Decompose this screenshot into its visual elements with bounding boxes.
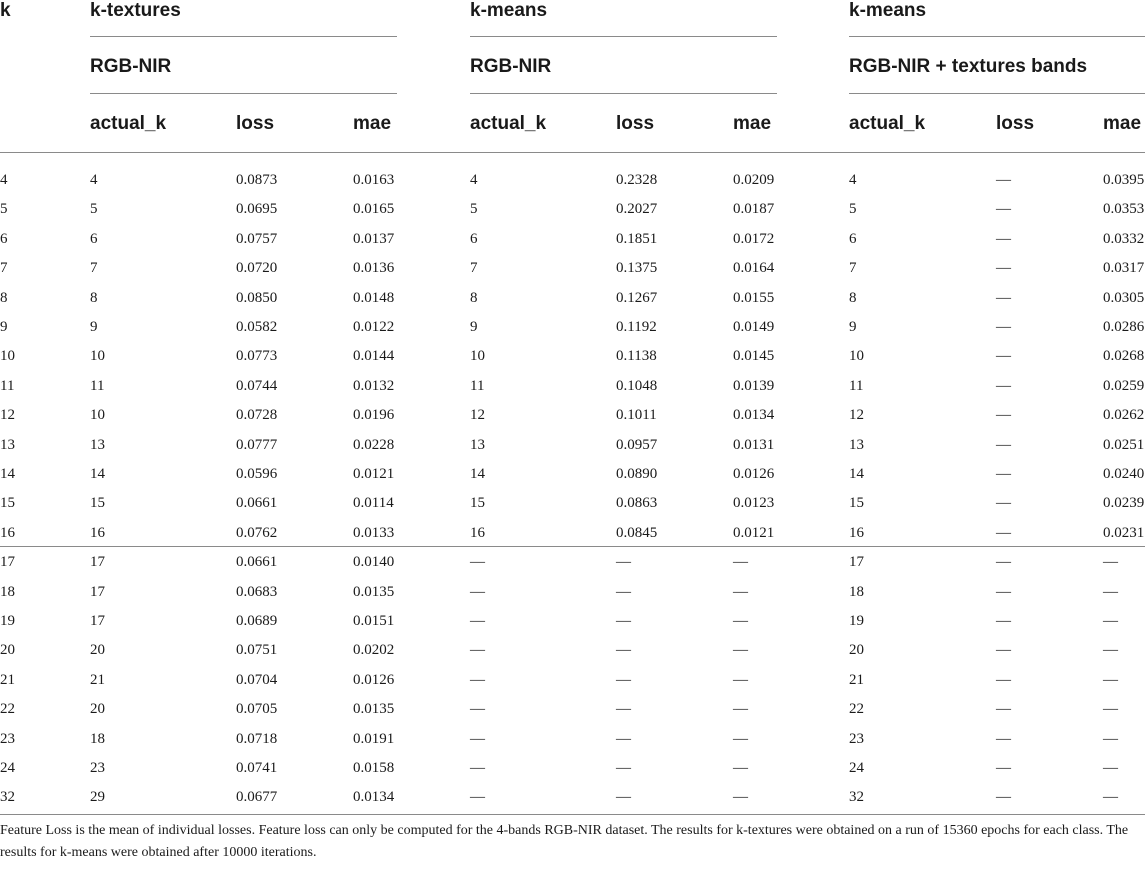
table-cell: 0.0845 <box>616 525 658 541</box>
table-cell: — <box>616 642 631 658</box>
row-k-value: 22 <box>0 701 15 717</box>
table-cell: 4 <box>90 172 98 188</box>
table-cell: 0.0762 <box>236 525 278 541</box>
table-cell: 32 <box>849 789 864 805</box>
row-k-value: 5 <box>0 201 8 217</box>
table-cell: 5 <box>849 201 857 217</box>
row-k-value: 17 <box>0 554 15 570</box>
table-cell: 10 <box>90 407 105 423</box>
table-cell: 0.0353 <box>1103 201 1145 217</box>
table-cell: 6 <box>470 231 478 247</box>
row-k-value: 6 <box>0 231 8 247</box>
table-cell: 0.0873 <box>236 172 278 188</box>
table-cell: 0.0661 <box>236 495 278 511</box>
table-cell: 0.0163 <box>353 172 395 188</box>
table-cell: — <box>996 672 1011 688</box>
column-header-loss: loss <box>996 113 1035 134</box>
table-cell: 0.0136 <box>353 260 395 276</box>
table-cell: — <box>470 760 485 776</box>
table-cell: 21 <box>849 672 864 688</box>
table-cell: 0.0131 <box>733 437 775 453</box>
table-cell: 0.0149 <box>733 319 775 335</box>
table-cell: 0.0744 <box>236 378 278 394</box>
table-cell: — <box>616 584 631 600</box>
table-cell: 0.0164 <box>733 260 775 276</box>
table-cell: 0.0121 <box>733 525 775 541</box>
table-cell: 0.1267 <box>616 290 658 306</box>
table-cell: — <box>470 642 485 658</box>
column-header-actual-k: actual_k <box>470 113 547 134</box>
table-cell: 0.0123 <box>733 495 775 511</box>
table-cell: 17 <box>90 584 105 600</box>
table-cell: — <box>1103 613 1118 629</box>
column-header-mae: mae <box>1103 113 1142 134</box>
table-cell: 19 <box>849 613 864 629</box>
table-cell: — <box>733 554 748 570</box>
table-cell: 0.0596 <box>236 466 278 482</box>
table-cell: 5 <box>90 201 98 217</box>
table-cell: 0.0240 <box>1103 466 1145 482</box>
table-cell: 0.0139 <box>733 378 775 394</box>
table-cell: 0.0890 <box>616 466 658 482</box>
table-cell: — <box>616 731 631 747</box>
table-cell: 0.0231 <box>1103 525 1145 541</box>
table-cell: 16 <box>849 525 864 541</box>
table-cell: 0.1851 <box>616 231 658 247</box>
table-cell: — <box>470 789 485 805</box>
table-cell: — <box>996 378 1011 394</box>
table-cell: 0.0582 <box>236 319 278 335</box>
table-cell: — <box>1103 760 1118 776</box>
table-cell: 0.0126 <box>733 466 775 482</box>
table-cell: 14 <box>470 466 485 482</box>
table-cell: 0.0135 <box>353 701 395 717</box>
table-cell: 29 <box>90 789 105 805</box>
column-header-actual-k: actual_k <box>90 113 167 134</box>
table-cell: 11 <box>470 378 485 394</box>
table-cell: — <box>733 731 748 747</box>
table-cell: 0.0268 <box>1103 348 1145 364</box>
table-cell: 23 <box>90 760 105 776</box>
table-cell: — <box>996 495 1011 511</box>
table-cell: — <box>996 319 1011 335</box>
table-cell: — <box>470 672 485 688</box>
table-cell: 7 <box>849 260 857 276</box>
table-cell: 0.0850 <box>236 290 278 306</box>
column-header-mae: mae <box>353 113 392 134</box>
table-cell: 13 <box>90 437 105 453</box>
table-cell: — <box>1103 554 1118 570</box>
table-cell: 13 <box>849 437 864 453</box>
table-cell: — <box>470 613 485 629</box>
table-cell: 0.0155 <box>733 290 775 306</box>
table-cell: — <box>996 525 1011 541</box>
table-cell: 9 <box>470 319 478 335</box>
table-cell: 0.0863 <box>616 495 658 511</box>
table-cell: 0.0332 <box>1103 231 1145 247</box>
table-cell: 4 <box>470 172 478 188</box>
table-cell: — <box>996 437 1011 453</box>
table-cell: 0.0957 <box>616 437 658 453</box>
table-cell: — <box>996 642 1011 658</box>
table-cell: 0.0187 <box>733 201 775 217</box>
table-cell: 0.0317 <box>1103 260 1145 276</box>
table-cell: 0.1192 <box>616 319 657 335</box>
table-cell: 0.0196 <box>353 407 395 423</box>
table-cell: 24 <box>849 760 864 776</box>
table-cell: — <box>1103 672 1118 688</box>
table-bottom-rule <box>0 814 1145 815</box>
table-cell: 12 <box>470 407 485 423</box>
row-k-value: 8 <box>0 290 8 306</box>
table-cell: 0.0191 <box>353 731 395 747</box>
row-k-value: 9 <box>0 319 8 335</box>
table-cell: 12 <box>849 407 864 423</box>
table-cell: 0.0683 <box>236 584 278 600</box>
table-cell: — <box>733 642 748 658</box>
table-cell: 0.2027 <box>616 201 658 217</box>
group-subtitle-2: RGB-NIR <box>470 56 552 77</box>
table-cell: 0.0126 <box>353 672 395 688</box>
table-cell: — <box>733 613 748 629</box>
table-cell: — <box>1103 731 1118 747</box>
table-cell: 0.0228 <box>353 437 395 453</box>
table-cell: — <box>733 584 748 600</box>
table-cell: — <box>996 231 1011 247</box>
header-bottom-rule <box>0 152 1145 153</box>
table-cell: 0.0135 <box>353 584 395 600</box>
table-cell: 0.1011 <box>616 407 657 423</box>
table-cell: 0.0151 <box>353 613 395 629</box>
table-cell: — <box>996 760 1011 776</box>
table-cell: 0.0137 <box>353 231 395 247</box>
table-cell: 21 <box>90 672 105 688</box>
table-cell: — <box>1103 642 1118 658</box>
table-cell: 0.0202 <box>353 642 395 658</box>
row-k-value: 19 <box>0 613 15 629</box>
table-cell: 15 <box>849 495 864 511</box>
table-cell: 17 <box>90 554 105 570</box>
group-rule-3 <box>849 36 1145 37</box>
table-cell: 10 <box>90 348 105 364</box>
table-cell: — <box>616 789 631 805</box>
table-cell: 13 <box>470 437 485 453</box>
table-cell: — <box>733 701 748 717</box>
table-cell: 0.1375 <box>616 260 658 276</box>
table-cell: 0.0262 <box>1103 407 1145 423</box>
table-cell: — <box>996 407 1011 423</box>
table-cell: 20 <box>90 642 105 658</box>
group-subtitle-3: RGB-NIR + textures bands <box>849 56 1088 77</box>
column-header-mae: mae <box>733 113 772 134</box>
table-cell: 14 <box>90 466 105 482</box>
table-cell: — <box>996 789 1011 805</box>
table-cell: — <box>733 672 748 688</box>
table-cell: 17 <box>90 613 105 629</box>
table-cell: 0.0677 <box>236 789 278 805</box>
table-cell: 7 <box>90 260 98 276</box>
table-cell: — <box>996 731 1011 747</box>
subtitle-rule-2 <box>470 93 777 94</box>
table-cell: 0.0728 <box>236 407 278 423</box>
table-cell: 8 <box>470 290 478 306</box>
table-cell: 10 <box>849 348 864 364</box>
table-cell: 0.0395 <box>1103 172 1145 188</box>
table-cell: 0.0172 <box>733 231 775 247</box>
group-subtitle-1: RGB-NIR <box>90 56 172 77</box>
table-cell: 9 <box>90 319 98 335</box>
table-cell: 11 <box>849 378 864 394</box>
group-rule-1 <box>90 36 397 37</box>
table-cell: 0.0689 <box>236 613 278 629</box>
row-k-value: 12 <box>0 407 15 423</box>
table-cell: 0.0239 <box>1103 495 1145 511</box>
table-cell: 15 <box>470 495 485 511</box>
table-cell: 0.0259 <box>1103 378 1145 394</box>
subtitle-rule-3 <box>849 93 1145 94</box>
table-cell: 0.0751 <box>236 642 278 658</box>
table-cell: 0.0132 <box>353 378 395 394</box>
row-k-value: 16 <box>0 525 15 541</box>
table-cell: — <box>996 584 1011 600</box>
row-k-value: 10 <box>0 348 15 364</box>
table-cell: 0.0158 <box>353 760 395 776</box>
table-cell: 0.0741 <box>236 760 278 776</box>
row-k-value: 18 <box>0 584 15 600</box>
row-k-value: 24 <box>0 760 15 776</box>
table-cell: 0.0704 <box>236 672 278 688</box>
table-cell: 0.0121 <box>353 466 395 482</box>
table-cell: 0.0145 <box>733 348 775 364</box>
table-cell: 0.0251 <box>1103 437 1145 453</box>
table-cell: — <box>733 789 748 805</box>
table-cell: 0.0777 <box>236 437 278 453</box>
table-cell: — <box>616 554 631 570</box>
table-cell: 18 <box>849 584 864 600</box>
table-cell: 11 <box>90 378 105 394</box>
table-cell: 22 <box>849 701 864 717</box>
group-header-2: k-means <box>470 0 548 21</box>
column-header-loss: loss <box>616 113 655 134</box>
row-k-value: 23 <box>0 731 15 747</box>
table-cell: 20 <box>849 642 864 658</box>
group-header-1: k-textures <box>90 0 181 21</box>
table-cell: — <box>616 672 631 688</box>
table-cell: 0.0165 <box>353 201 395 217</box>
table-cell: — <box>996 701 1011 717</box>
table-cell: — <box>470 584 485 600</box>
table-cell: 0.0144 <box>353 348 395 364</box>
table-cell: 0.0718 <box>236 731 278 747</box>
table-cell: 0.0209 <box>733 172 775 188</box>
row-k-value: 20 <box>0 642 15 658</box>
table-footnote: Feature Loss is the mean of individual losses. Feature loss can only be computed for the 4-bands RGB-NIR dataset. The results for k-textures were obtained on a run of 15360 epochs for each class. The results for k-means were obtained after 10000 iterations. <box>0 823 1129 860</box>
table-cell: 0.0134 <box>353 789 395 805</box>
table-cell: 16 <box>470 525 485 541</box>
row-k-value: 4 <box>0 172 8 188</box>
table-cell: — <box>996 260 1011 276</box>
row-k-value: 14 <box>0 466 15 482</box>
table-cell: 0.2328 <box>616 172 658 188</box>
table-cell: 8 <box>90 290 98 306</box>
table-cell: 0.0720 <box>236 260 278 276</box>
row-k-value: 15 <box>0 495 15 511</box>
column-header-actual-k: actual_k <box>849 113 926 134</box>
table-cell: 0.0140 <box>353 554 395 570</box>
table-cell: 10 <box>470 348 485 364</box>
column-header-loss: loss <box>236 113 275 134</box>
table-cell: — <box>996 554 1011 570</box>
table-cell: — <box>616 760 631 776</box>
table-cell: 23 <box>849 731 864 747</box>
table-cell: 15 <box>90 495 105 511</box>
table-cell: — <box>996 172 1011 188</box>
table-cell: 9 <box>849 319 857 335</box>
table-cell: 0.1138 <box>616 348 657 364</box>
table-cell: — <box>996 348 1011 364</box>
table-cell: — <box>1103 789 1118 805</box>
k-column-header: k <box>0 0 11 21</box>
table-cell: 0.0122 <box>353 319 395 335</box>
table-cell: 0.0133 <box>353 525 395 541</box>
table-cell: 0.0114 <box>353 495 394 511</box>
row-k-value: 13 <box>0 437 15 453</box>
table-cell: 0.0134 <box>733 407 775 423</box>
group-rule-2 <box>470 36 777 37</box>
row-k-value: 11 <box>0 378 15 394</box>
subtitle-rule-1 <box>90 93 397 94</box>
table-cell: 0.0773 <box>236 348 278 364</box>
table-cell: 0.0705 <box>236 701 278 717</box>
table-cell: — <box>616 701 631 717</box>
table-cell: — <box>616 613 631 629</box>
table-cell: — <box>996 201 1011 217</box>
table-cell: — <box>1103 584 1118 600</box>
table-cell: 0.0286 <box>1103 319 1145 335</box>
table-cell: 17 <box>849 554 864 570</box>
table-cell: 0.1048 <box>616 378 658 394</box>
table-cell: 4 <box>849 172 857 188</box>
table-cell: — <box>470 701 485 717</box>
section-divider-rule <box>0 546 1145 547</box>
table-cell: 5 <box>470 201 478 217</box>
table-cell: 6 <box>90 231 98 247</box>
table-cell: 6 <box>849 231 857 247</box>
row-k-value: 32 <box>0 789 15 805</box>
table-cell: — <box>996 466 1011 482</box>
table-cell: 0.0148 <box>353 290 395 306</box>
table-cell: 14 <box>849 466 864 482</box>
table-cell: 20 <box>90 701 105 717</box>
table-cell: 0.0695 <box>236 201 278 217</box>
table-cell: — <box>733 760 748 776</box>
table-cell: — <box>470 731 485 747</box>
table-cell: 0.0757 <box>236 231 278 247</box>
table-cell: — <box>1103 701 1118 717</box>
row-k-value: 21 <box>0 672 15 688</box>
table-cell: — <box>996 290 1011 306</box>
table-cell: — <box>470 554 485 570</box>
table-cell: — <box>996 613 1011 629</box>
group-header-3: k-means <box>849 0 927 21</box>
table-cell: 18 <box>90 731 105 747</box>
table-cell: 16 <box>90 525 105 541</box>
table-cell: 7 <box>470 260 478 276</box>
table-cell: 8 <box>849 290 857 306</box>
row-k-value: 7 <box>0 260 8 276</box>
table-cell: 0.0661 <box>236 554 278 570</box>
table-cell: 0.0305 <box>1103 290 1145 306</box>
